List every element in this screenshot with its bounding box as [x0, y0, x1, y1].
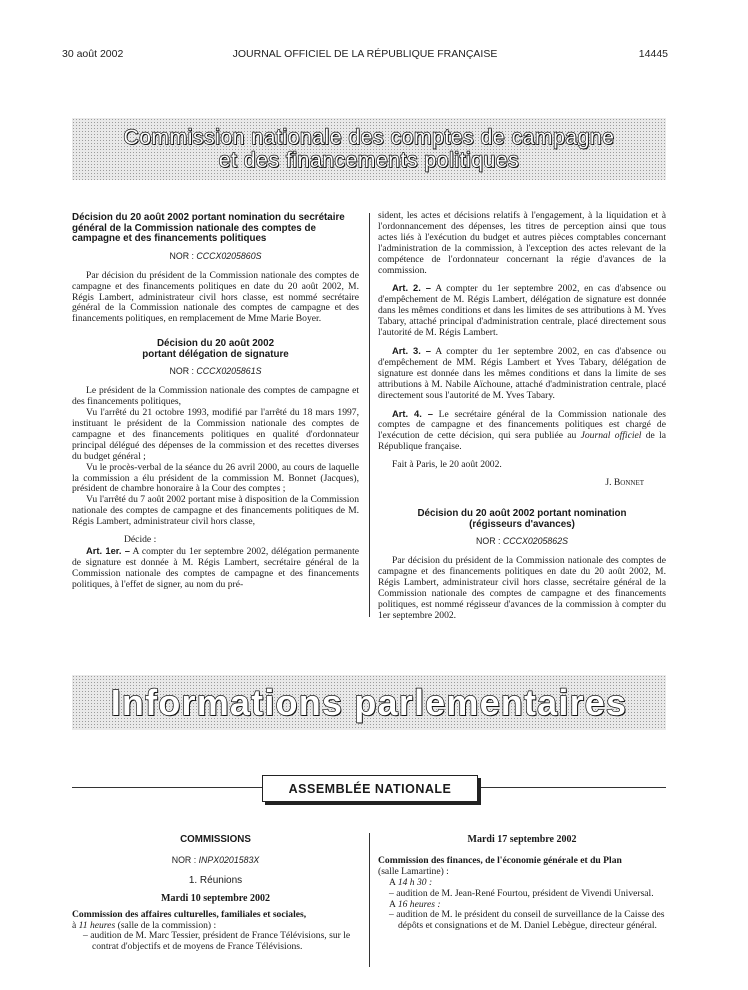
time-14h30 [389, 878, 666, 889]
decision1-nor: NOR : CCCX0205860S [169, 250, 262, 261]
agenda-item-tessier: – audition de M. Marc Tessier, président de France Télévisions, sur le contrat d'objectifs et de moyens de France Télévisions. [83, 930, 351, 953]
section-rule-right [480, 787, 666, 788]
commissions-title: COMMISSIONS [180, 834, 251, 845]
decision2-done: Fait à Paris, le 20 août 2002. [392, 459, 502, 471]
right-column [378, 211, 666, 621]
left-column [72, 213, 359, 591]
decision2-p2: Vu l'arrêté du 21 octobre 1993, modifié par l'arrêté du 18 mars 1997, instituant le président de la Commission nationale des comptes de campagne et des financements politiques en qualité d'ordonnateur principal délégué des dépenses de la commission et des recettes diverses du budget général ; [72, 407, 359, 462]
decision1-body: Par décision du président de la Commission nationale des comptes de campagne et des financements politiques en date du 20 août 2002, M. Régis Lambert, administrateur civil hors classe, est nommé secrétaire général de la Commission nationale des comptes de campagne et des financements politiques, en remplacement de Mme Marie Boyer. [72, 269, 359, 325]
decision3-title2: (régisseurs d'avances) [469, 518, 575, 530]
commission-banner [72, 118, 666, 180]
commission1-time: 11 heures [78, 919, 116, 931]
commission-affaires-culturelles: Commission des affaires culturelles, familiales et sociales, [72, 908, 307, 920]
informations-banner [72, 675, 666, 730]
time-16h-value: 16 heures : [397, 898, 441, 910]
informations-banner-text: Informations parlementaires [110, 681, 628, 723]
decision2-title1: Décision du 20 août 2002 [156, 338, 275, 350]
decision1-title: Décision du 20 août 2002 portant nomination du secrétaire général de la Commission nationale des comptes de campagne et des financements politiques [72, 212, 345, 245]
time-14h30-prefix: A [389, 876, 398, 888]
decision2-p1: Le président de la Commission nationale des comptes de campagne et des financements politiques, [72, 385, 359, 408]
commission2-place: (salle Lamartine) : [378, 865, 449, 877]
commission-banner-line2: et des financements politiques [218, 149, 520, 172]
date-10-septembre: Mardi 10 septembre 2002 [161, 892, 270, 904]
date-17-septembre: Mardi 17 septembre 2002 [467, 834, 577, 845]
commission1-place: (salle de la commission) : [115, 919, 217, 931]
art1-label: Art. 1er. – [86, 545, 130, 556]
commission-finances: Commission des finances, de l'économie générale et du Plan [378, 854, 622, 866]
time-14h30-value: 14 h 30 : [397, 876, 433, 888]
art2-text: A compter du 1er septembre 2002, en cas d'absence ou d'empêchement de M. Régis Lambert, délégation de signature est donnée dans les mêmes conditions et dans les limites de ses attributions à M. Yves Tabary, attaché principal d'administration centrale, placé directement sous l'autorité de M. Régis Lambert. [378, 283, 666, 339]
decision3-nor-code: CCCX0205862S [502, 536, 568, 547]
art4-label: Art. 4. – [392, 407, 433, 419]
art4-journal-officiel: Journal officiel [580, 430, 642, 442]
decision3-body: Par décision du président de la Commission nationale des comptes de campagne et des financements politiques en date du 20 août 2002, M. Régis Lambert, administrateur civil hors classe, secrétaire général de la Commission nationale des comptes de campagne et des financements politiques, est nommé régisseur d'avances de la commission à compter du 1er septembre 2002. [378, 555, 666, 621]
decision2-p4: Vu l'arrêté du 7 août 2002 portant mise à disposition de la Commission nationale des comptes de campagne et des financements politiques de M. Régis Lambert, administrateur civil hors classe, [72, 494, 359, 528]
decision1-nor-code: CCCX0205860S [196, 250, 262, 261]
commissions-nor-code: INPX0201583X [198, 854, 260, 865]
decision2-title2: portant délégation de signature [142, 348, 289, 360]
art3-text: A compter du 1er septembre 2002, en cas d'absence ou d'empêchement de MM. Régis Lambert et Yves Tabary, délégation de signature est donnée dans les mêmes conditions et dans la limite de ses attributions à M. Nabile Aïchoune, attaché d'administration centrale, placé directement sous l'autorité de M. Yves Tabary. [378, 345, 666, 401]
assemblee-nationale-heading: ASSEMBLÉE NATIONALE [262, 775, 478, 802]
decision2-p3: Vu le procès-verbal de la séance du 26 avril 2000, au cours de laquelle la commission a élu président de la commission M. Bonnet (Jacques), président de chambre honoraire à la Cour des comptes ; [72, 461, 359, 495]
header-date: 30 août 2002 [62, 48, 124, 60]
commission-banner-line1: Commission nationale des comptes de campagne [123, 126, 615, 149]
page-header [62, 48, 668, 64]
art3-label: Art. 3. – [392, 344, 431, 356]
commissions-nor: NOR : INPX0201583X [171, 854, 260, 865]
agenda-item-fourtou: – audition de M. Jean-René Fourtou, président de Vivendi Universal. [389, 887, 654, 899]
agenda-item-caisse-depots: – audition de M. le président du conseil de surveillance de la Caisse des dépôts et consignations et de M. Daniel Lebègue, directeur général. [389, 909, 665, 932]
art4-text-b: de la République française. [378, 430, 667, 453]
column-divider [369, 213, 370, 617]
section-rule-left [72, 787, 262, 788]
commission1-time-prefix: à [72, 919, 79, 931]
art1-text: A compter du 1er septembre 2002, délégation permanente de signature est donnée à M. Régis Lambert, secrétaire général de la Commission nationale des comptes de campagne et des financements politiques, à l'effet de signer, au nom du pré- [72, 546, 360, 590]
art4-text-a: Le secrétaire général de la Commission nationale des comptes de campagne et des financements politiques est chargé de l'exécution de cette décision, qui sera publiée au [378, 408, 666, 442]
reunions-heading: 1. Réunions [188, 874, 243, 886]
art2-label: Art. 2. – [392, 282, 431, 294]
decision3-title1: Décision du 20 août 2002 portant nomination [417, 507, 627, 519]
column-divider-bottom [369, 833, 370, 967]
decision2-decide: Décide : [124, 534, 157, 546]
commissions-right-column [378, 835, 666, 932]
decision3-nor: NOR : CCCX0205862S [476, 536, 568, 547]
time-16h-prefix: A [389, 898, 398, 910]
decision2-nor-code: CCCX0205861S [196, 366, 262, 377]
header-page-number: 14445 [638, 48, 668, 60]
decision2-signature: J. Bonnet [605, 477, 644, 489]
decision2-nor: NOR : CCCX0205861S [169, 366, 262, 377]
art1-continued: sident, les actes et décisions relatifs à l'engagement, à la liquidation et à l'ordonnancement des dépenses, les titres de perception ainsi que tous actes liés à l'exécution du budget et autres pièces comptables concernant l'administration de la commission, à l'exception des actes relevant de la compétence de l'ordonnateur concernant la régie d'avances de la commission. [378, 210, 666, 276]
commissions-left-column [72, 835, 359, 953]
header-journal-title: JOURNAL OFFICIEL DE LA RÉPUBLIQUE FRANÇAISE [232, 48, 498, 60]
